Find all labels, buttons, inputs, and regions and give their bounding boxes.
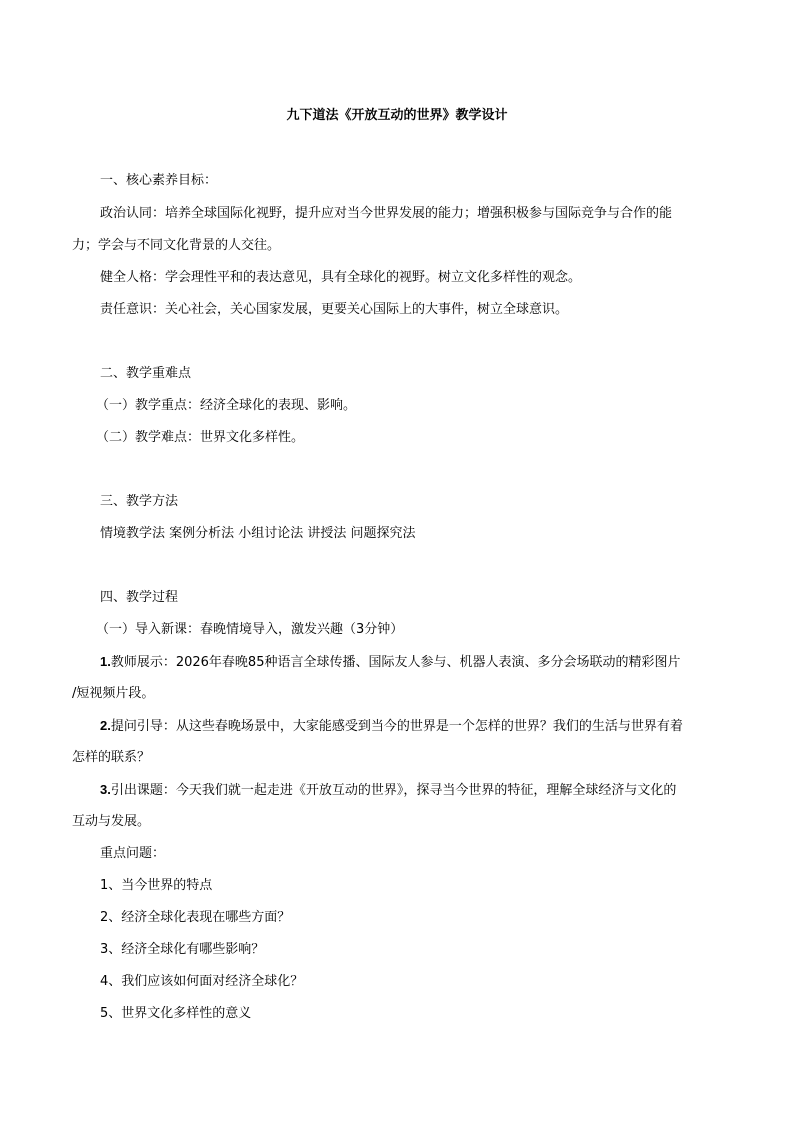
step2-number: 2.: [100, 718, 111, 733]
section3-heading: 三、教学方法: [100, 494, 179, 509]
key-question-item: 2、经济全球化表现在哪些方面？: [100, 910, 291, 925]
step3-number: 3.: [100, 782, 111, 797]
step1-line2: /短视频片段。: [72, 686, 155, 701]
step2-line2: 怎样的联系？: [72, 750, 151, 765]
step3-text: 引出课题：今天我们就一起走进《开放互动的世界》，探寻当今世界的特征，理解全球经济与文化的: [110, 783, 677, 798]
key-questions-heading: 重点问题：: [100, 846, 166, 861]
step2-line1: [100, 717, 683, 736]
political-identity-line1: 政治认同：培养全球国际化视野，提升应对当今世界发展的能力；增强积极参与国际竞争与合作的能: [100, 206, 673, 221]
step1-text: 教师展示：2026年春晚85种语言全球传播、国际友人参与、机器人表演、多分会场联动的精彩图片: [110, 655, 681, 670]
step3-line1: [100, 781, 676, 800]
step1-line1: [100, 653, 680, 672]
key-question-item: 5、世界文化多样性的意义: [100, 1006, 252, 1021]
document-title: 九下道法《开放互动的世界》教学设计: [286, 108, 508, 123]
step2-text: 提问引导：从这些春晚场景中，大家能感受到当今的世界是一个怎样的世界？我们的生活与世界有着: [110, 719, 683, 734]
section4-heading: 四、教学过程: [100, 590, 179, 605]
key-question-item: 3、经济全球化有哪些影响？: [100, 942, 265, 957]
key-question-item: 4、我们应该如何面对经济全球化？: [100, 974, 304, 989]
section2-heading: 二、教学重难点: [100, 366, 192, 381]
difficult-point: （二）教学难点：世界文化多样性。: [96, 430, 305, 445]
section1-heading: 一、核心素养目标：: [100, 173, 218, 188]
sense-of-responsibility: 责任意识：关心社会，关心国家发展，更要关心国际上的大事件，树立全球意识。: [100, 302, 569, 317]
political-identity-line2: 力；学会与不同文化背景的人交往。: [72, 238, 281, 253]
intro-step-heading: （一）导入新课：春晚情境导入，激发兴趣（3分钟）: [96, 622, 404, 637]
sound-personality: 健全人格：学会理性平和的表达意见，具有全球化的视野。树立文化多样性的观念。: [100, 270, 582, 285]
key-point: （一）教学重点：经济全球化的表现、影响。: [96, 398, 357, 413]
key-question-item: 1、当今世界的特点: [100, 878, 213, 893]
step1-number: 1.: [100, 654, 111, 669]
step3-line2: 互动与发展。: [72, 814, 151, 829]
teaching-methods: 情境教学法 案例分析法 小组讨论法 讲授法 问题探究法: [100, 526, 416, 541]
